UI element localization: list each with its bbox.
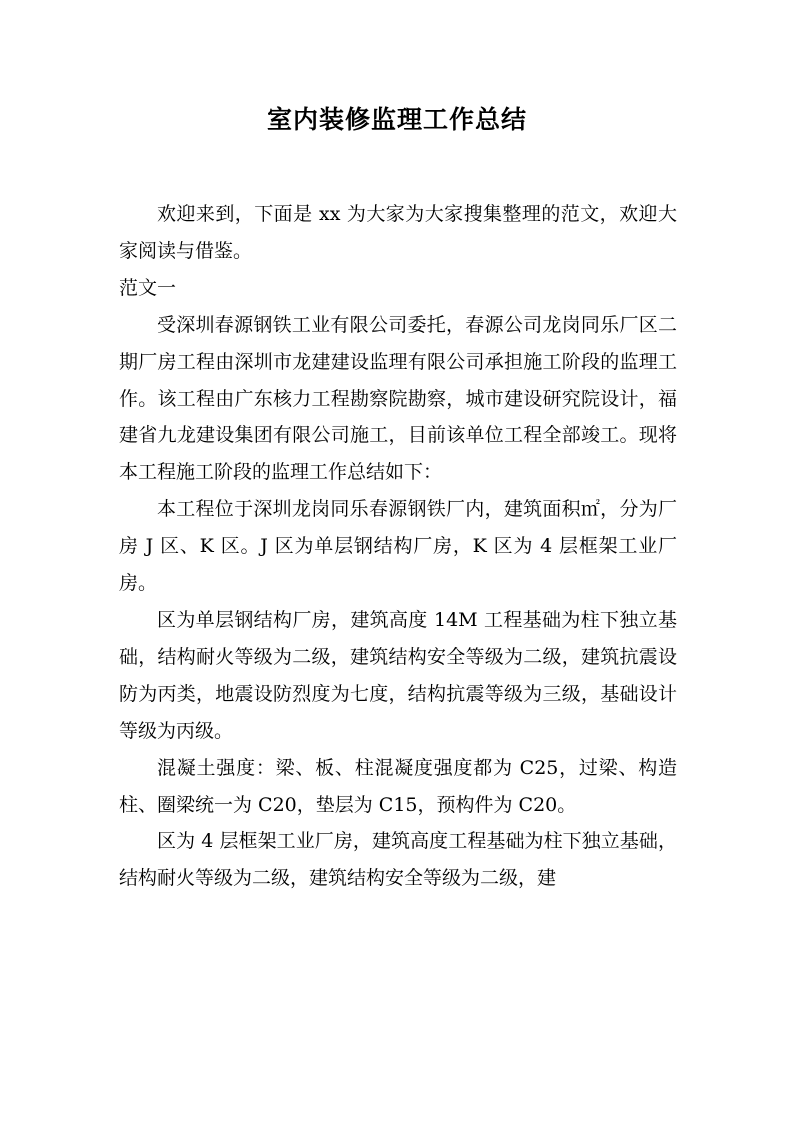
body-paragraph: 受深圳春源钢铁工业有限公司委托，春源公司龙岗同乐厂区二期厂房工程由深圳市龙建建设监理有限公司承担施工阶段的监理工作。该工程由广东核力工程勘察院勘察，城市建设研究院设计，福建省九龙建设集团有限公司施工，目前该单位工程全部竣工。现将本工程施工阶段的监理工作总结如下： [119,313,677,484]
body-paragraph: 区为单层钢结构厂房，建筑高度 14M 工程基础为柱下独立基础，结构耐火等级为二级，建筑结构安全等级为二级，建筑抗震设防为丙类，地震设防烈度为七度，结构抗震等级为三级，基础设计等级为丙级。 [119,608,677,742]
body-paragraph: 混凝土强度：梁、板、柱混凝度强度都为 C25，过梁、构造柱、圈梁统一为 C20，垫层为 C15，预构件为 C20。 [119,756,677,816]
document-title: 室内装修监理工作总结 [266,105,527,134]
intro-paragraph: 欢迎来到，下面是 xx 为大家为大家搜集整理的范文，欢迎大家阅读与借鉴。 [119,203,677,262]
section-heading: 范文一 [119,276,177,299]
body-paragraph: 本工程位于深圳龙岗同乐春源钢铁厂内，建筑面积㎡，分为厂房 J 区、K 区。J 区为单层钢结构厂房，K 区为 4 层框架工业厂房。 [119,498,677,595]
body-paragraph: 区为 4 层框架工业厂房，建筑高度工程基础为柱下独立基础，结构耐火等级为二级，建筑结构安全等级为二级，建 [119,830,677,890]
document-body [119,196,677,897]
